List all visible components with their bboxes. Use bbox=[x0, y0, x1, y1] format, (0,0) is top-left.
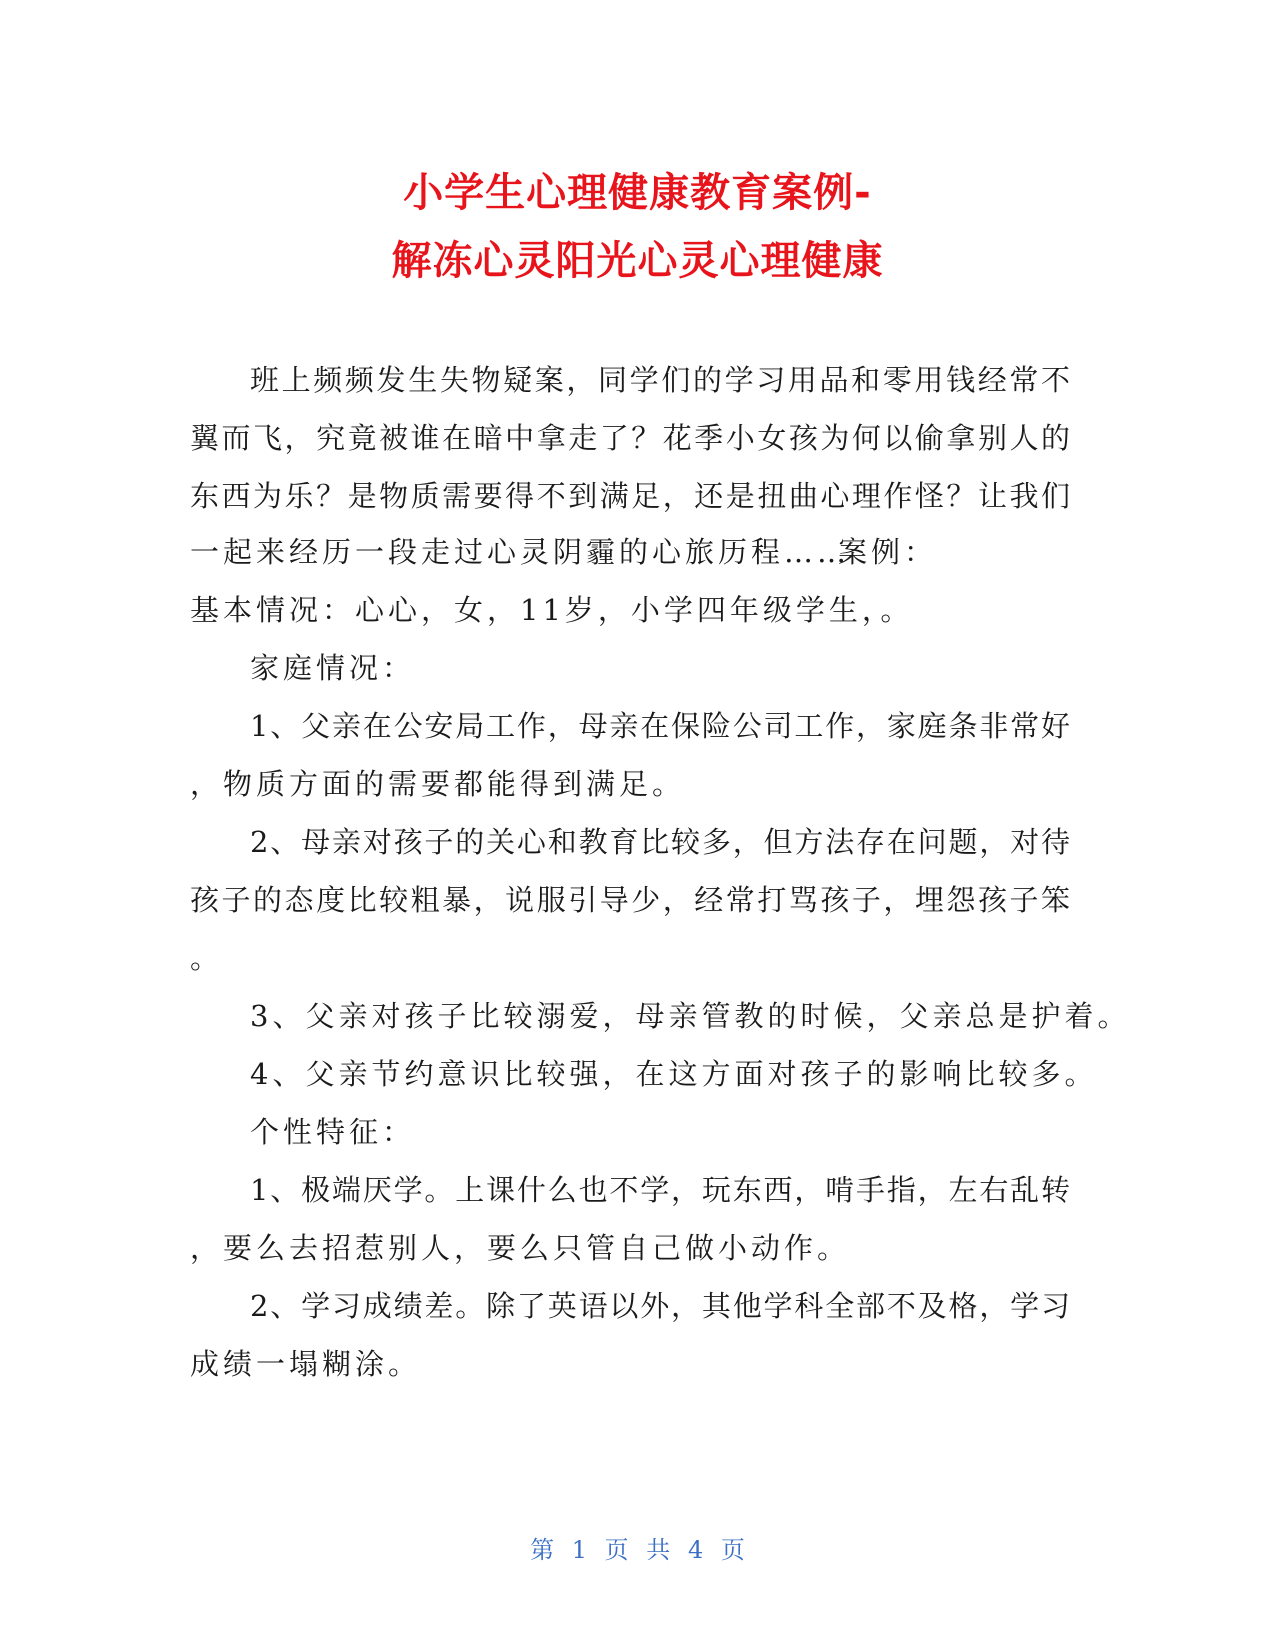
body-line: 成绩一塌糊涂。 bbox=[190, 1347, 422, 1381]
body-line: 3、父亲对孩子比较溺爱，母亲管教的时候，父亲总是护着。 bbox=[250, 999, 1131, 1033]
page-number-footer: 第 1 页 共 4 页 bbox=[530, 1536, 745, 1564]
body-line: 孩子的态度比较粗暴，说服引导少，经常打骂孩子，埋怨孩子笨 bbox=[190, 883, 1070, 917]
body-line: 2、母亲对孩子的关心和教育比较多，但方法存在问题，对待 bbox=[250, 825, 1070, 859]
case-label: 案例： bbox=[838, 535, 938, 569]
body-line: 1、父亲在公安局工作，母亲在保险公司工作，家庭条非常好 bbox=[250, 709, 1070, 743]
body-line: 翼而飞，究竟被谁在暗中拿走了？花季小女孩为何以偷拿别人的 bbox=[190, 421, 1070, 455]
body-line: 东西为乐？是物质需要得不到满足，还是扭曲心理作怪？让我们 bbox=[190, 479, 1070, 513]
body-line: 一起来经历一段走过心灵阴霾的心旅历程…… bbox=[190, 535, 851, 569]
section-heading-family: 家庭情况： bbox=[250, 651, 416, 685]
body-line: 4、父亲节约意识比较强，在这方面对孩子的影响比较多。 bbox=[250, 1057, 1098, 1091]
document-title-line-2: 解冻心灵阳光心灵心理健康 bbox=[391, 238, 884, 284]
section-heading-personality: 个性特征： bbox=[250, 1115, 416, 1149]
body-line: ，要么去招惹别人，要么只管自己做小动作。 bbox=[190, 1231, 851, 1265]
body-line: 1、极端厌学。上课什么也不学，玩东西，啃手指，左右乱转 bbox=[250, 1173, 1070, 1207]
document-title-line-1: 小学生心理健康教育案例- bbox=[403, 170, 872, 216]
basic-info-line: 基本情况：心心，女，11岁，小学四年级学生，。 bbox=[190, 593, 914, 627]
body-line: 。 bbox=[190, 941, 224, 975]
body-line: ，物质方面的需要都能得到满足。 bbox=[190, 767, 686, 801]
body-line: 班上频频发生失物疑案，同学们的学习用品和零用钱经常不 bbox=[250, 363, 1070, 397]
body-line: 2、学习成绩差。除了英语以外，其他学科全部不及格，学习 bbox=[250, 1289, 1070, 1323]
